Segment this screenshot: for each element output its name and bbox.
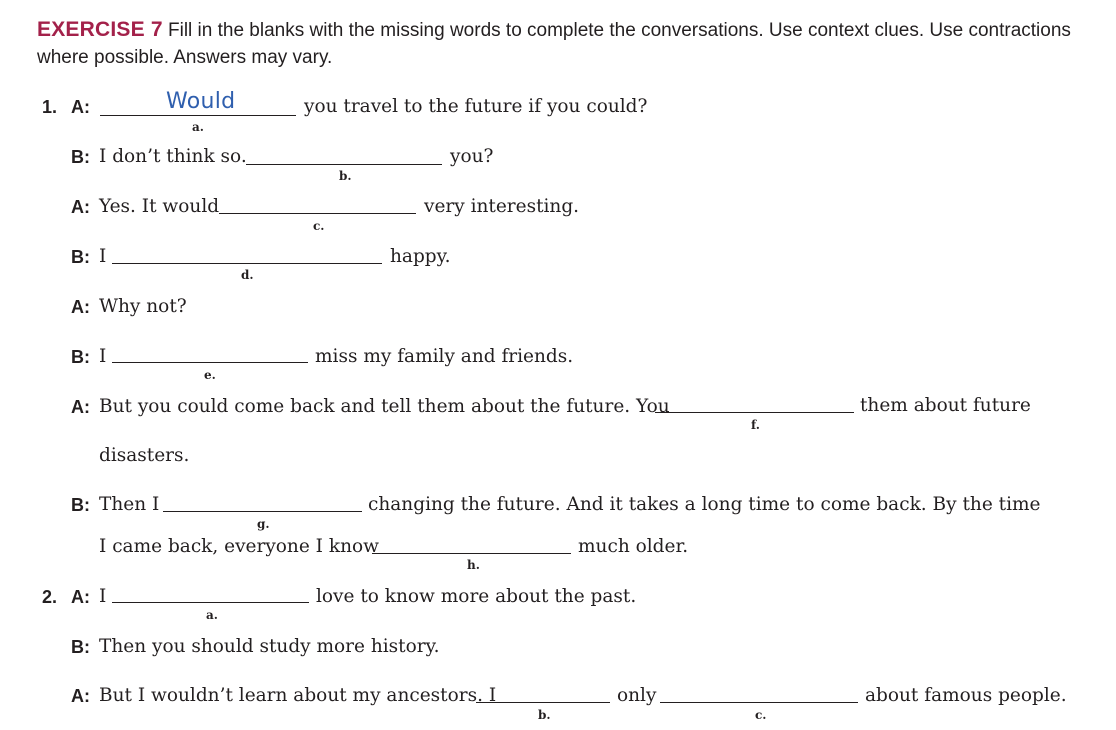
line-text: love to know more about the past. [316, 586, 637, 607]
speaker-label: A: [71, 397, 90, 417]
answer-blank-1h[interactable] [372, 553, 571, 554]
answer-blank-1c[interactable] [219, 213, 416, 214]
line-text: Then I [99, 494, 160, 515]
answer-blank-2b[interactable] [476, 702, 610, 703]
speaker-label: B: [71, 347, 90, 367]
line-text: changing the future. And it takes a long time to come back. By the time [368, 494, 1041, 515]
instructions-text: Fill in the blanks with the missing words to complete the conversations. Use context clues. Use contractions where possible. Answers may vary. [37, 20, 1071, 68]
speaker-label: A: [71, 587, 90, 607]
line-text: much older. [578, 536, 689, 557]
blank-label: e. [204, 368, 216, 382]
speaker-label: B: [71, 147, 90, 167]
line-text: I [99, 246, 107, 267]
blank-label: g. [257, 517, 270, 531]
line-text: about famous people. [865, 685, 1067, 706]
blank-label: b. [538, 708, 551, 722]
line-text: Then you should study more history. [99, 636, 440, 657]
line-text: But you could come back and tell them about the future. You [99, 396, 670, 417]
line-text: I came back, everyone I know [99, 536, 379, 557]
exercise-label: EXERCISE 7 [37, 18, 163, 41]
blank-label: a. [192, 120, 204, 134]
answer-blank-1g[interactable] [163, 511, 362, 512]
blank-label: c. [755, 708, 767, 722]
answer-blank-1b[interactable] [246, 164, 442, 165]
item-number: 2. [42, 587, 58, 607]
answer-blank-2a[interactable] [112, 602, 309, 603]
line-text: miss my family and friends. [315, 346, 574, 367]
answer-blank-1f[interactable] [655, 412, 854, 413]
speaker-label: B: [71, 495, 90, 515]
line-text: you? [450, 146, 494, 167]
line-text: happy. [390, 246, 451, 267]
blank-label: c. [313, 219, 325, 233]
blank-label: h. [467, 558, 480, 572]
answer-blank-1e[interactable] [112, 362, 308, 363]
line-text: disasters. [99, 445, 190, 466]
blank-label: b. [339, 169, 352, 183]
line-text: you travel to the future if you could? [304, 96, 648, 117]
speaker-label: B: [71, 247, 90, 267]
speaker-label: A: [71, 297, 90, 317]
instructions [37, 16, 1097, 71]
line-text: I [99, 346, 107, 367]
line-text: Why not? [99, 296, 187, 317]
line-text: I [99, 586, 107, 607]
handwritten-answer: Would [166, 89, 236, 114]
blank-label: f. [751, 418, 760, 432]
speaker-label: A: [71, 97, 90, 117]
speaker-label: A: [71, 686, 90, 706]
speaker-label: A: [71, 197, 90, 217]
speaker-label: B: [71, 637, 90, 657]
line-text: Yes. It would [99, 196, 220, 217]
blank-label: d. [241, 268, 254, 282]
answer-blank-2c[interactable] [660, 702, 858, 703]
line-text: very interesting. [424, 196, 580, 217]
blank-label: a. [206, 608, 218, 622]
line-text: I don’t think so. [99, 146, 247, 167]
item-number: 1. [42, 97, 58, 117]
answer-blank-1a[interactable] [100, 115, 296, 116]
line-text: them about future [860, 395, 1031, 416]
line-text: only [617, 685, 657, 706]
answer-blank-1d[interactable] [112, 263, 382, 264]
line-text: But I wouldn’t learn about my ancestors. I [99, 685, 497, 706]
